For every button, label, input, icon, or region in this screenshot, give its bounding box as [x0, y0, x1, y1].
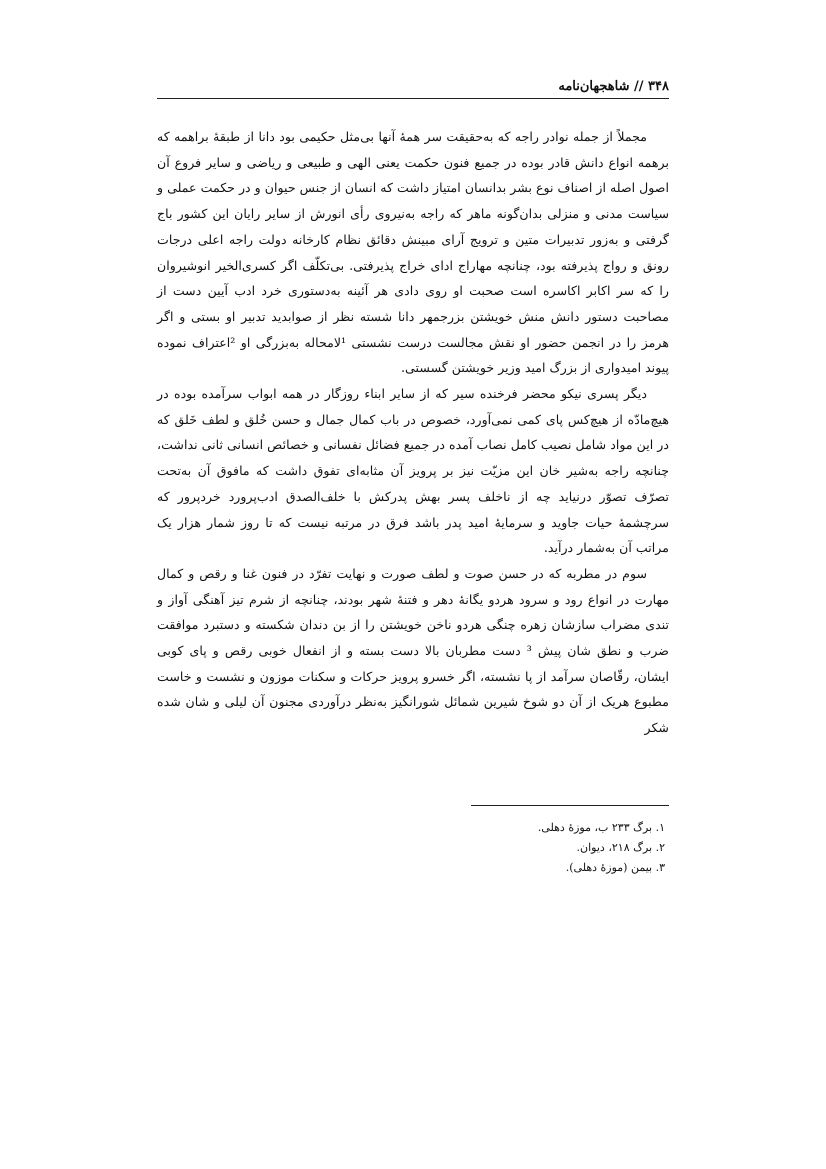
footnote-2: ۲. برگ ۲۱۸، دیوان. — [576, 841, 665, 854]
paragraph-3: سوم در مطربه که در حسن صوت و لطف صورت و نهایت تفرّد در فنون غنا و رقص و کمال مهارت در انواع رود و سرود هردو یگانهٔ دهر و فتنهٔ شهر بودند، چنانچه از شرم تیز آهنگی آواز و تندی مضراب سازشان زهره چنگی هردو ناخن خویشتن را از بن دندان شکسته و دستبرد موافقت ضرب و نطق شان پیش ³ دست مطربان بالا دست بسته و از انفعال خوبی رقص و پای کوبی ایشان، رقّاصان سرآمد از پا نشسته، اگر خسرو پرویز حرکات و سکنات موزون و نشست و خاست مطبوع هریک از آن دو شوخ شیرین شمائل شورانگیز به‌نظر درآوردی مجنون آن لیلی و شان شده شکر — [157, 565, 669, 736]
running-title: ۳۴۸ // شاهجهان‌نامه — [558, 79, 669, 94]
footnote-1: ۱. برگ ۲۳۳ ب، موزهٔ دهلی. — [537, 821, 665, 834]
paragraph-1: مجملاً از جمله نوادر راجه که به‌حقیقت سر همهٔ آنها بی‌مثل حکیمی بود دانا از طبقهٔ براهمه که برهمه انواع دانش قادر بوده در جمیع فنون حکمت یعنی الهی و طبیعی و ریاضی و سایر فروع آن اصول اصله از اصناف نوع بشر بدانسان امتیاز داشت که انسان از جنس حیوان و در حکمت عملی و سیاست مدنی و منزلی بدان‌گونه ماهر که راجه به‌نیروی رأی انورش از سایر رایان این کشور باج گرفتی و به‌زور تدبیرات متین و ترویج آرای مبینش دقائق نظام کارخانه دولت راجه اعلی درجات رونق و رواج پذیرفته بود، چنانچه مهاراج ادای خراج پذیرفتی. بی‌تکلّف اگر کسری‌الخیر انوشیروان را که سر اکابر اکاسره است صحبت او روی دادی هر آئینه به‌دستوری خرد ادب آیین دست از مصاحبت دستور دانش منش خویشتن بزرجمهر دانا شسته نظر از صوابدید تدبیر او بستی و اگر هرمز را در انجمن حضور او نقش مجالست درست نشستی ¹لامحاله به‌بزرگی او ²اعتراف نموده پیوند امیدواری از بزرگ امید وزیر خویشتن گسستی. — [157, 129, 669, 376]
running-header — [157, 76, 669, 99]
paragraph-2: دیگر پسری نیکو محضر فرخنده سیر که از سایر ابناء روزگار در همه ابواب سرآمده بوده در هیچ‌مادّه از هیچ‌کس پای کمی نمی‌آورد، خصوص در باب کمال جمال و حسن خُلق و لطف خَلق که در این مواد شامل نصیب کامل نصاب آمده در جمیع فضائل نفسانی و خصائص انسانی ثانی نداشت، چنانچه راجه به‌شیر خان این مزیّت نیز بر پرویز آن مثابه‌ای تفوق داشت که مافوق آن به‌تحت تصرّف تصوّر درنیاید چه از ناخلف پسر بهش پدرکش با خلف‌الصدق ادب‌پرورد خردپرور که سرچشمهٔ حیات جاوید و سرمایهٔ امید پدر باشد فرق در مرتبه نیست که تا روز شمار هزار یک مراتب آن به‌شمار درآید. — [157, 386, 669, 556]
body-text — [157, 124, 669, 741]
footnote-3: ۳. بیمن (موزهٔ دهلی). — [565, 861, 665, 874]
footnotes — [157, 818, 669, 878]
footnote-divider — [471, 805, 669, 806]
